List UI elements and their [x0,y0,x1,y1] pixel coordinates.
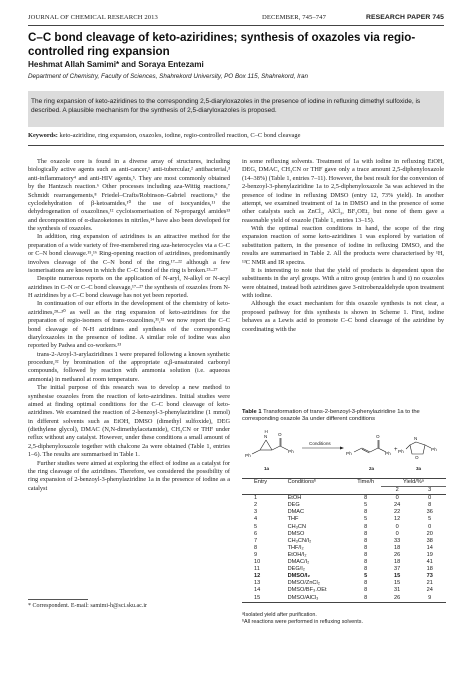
cell-entry: 4 [254,516,258,523]
table-row [242,495,446,503]
paragraph: The initial purpose of this research was to develop a new method to synthesise oxazoles from the reaction of keto-aziridines. Initial studies were aimed at finding optimal conditions for the C–C bond cleavage of keto-aziridines. We examined the reaction of 2-benzoyl-3-phenylaziridine (1 mmol) in different solvents such as EtOH, DMSO (dimethyl sulfoxide), DEG (diethylene glycol), DMAC (N,N-dimethylacetamide), CH₃CN or THF under reflux without any catalyst. However, under these conditions a small amount of 2,5-diphenyloxazole together with chalcone 2a were obtained (Table 1, entries 1–6). The results are summarised in Table 1. [28,384,230,459]
cell-time: 8 [364,580,368,587]
cell-conditions: DMSO/AlCl₃ [288,595,351,603]
cell-yield-3: 21 [426,580,433,587]
cell-yield-2: 24 [394,502,401,509]
cell-yield-3: 36 [426,509,433,516]
keywords-rule [28,145,444,146]
table-note: ᵃIsolated yield after purification. [242,612,317,618]
cell-yield-2: 18 [394,544,401,551]
table-caption-text: Transformation of trans-2-benzoyl-3-phenylaziridine 1a to the corresponding oxazole 3a under different conditions [242,409,420,423]
affiliation: Department of Chemistry, Faculty of Sciences, Shahrekord University, PO Box 115, Shahrekord, Iran [28,73,308,80]
issue-info: DECEMBER, 745–747 [262,14,326,21]
authors: Heshmat Allah Samimi* and Soraya Entezami [28,60,204,69]
cell-yield-2: 15 [394,580,401,587]
cell-conditions: CH₃CN/I₂ [287,537,312,544]
table-row [242,516,446,523]
paragraph: trans-2-Aroyl-3-arylaziridines 1 were prepared following a known synthetic procedure,³² by bromination of the appropriate α,β-unsaturated carbonyl compounds, followed by reaction with ammonia solution (i.e. aqueous ammonia) in methanol at room temperature. [28,350,230,383]
cell-yield-3: 14 [426,544,433,551]
cell-yield-2: 26 [394,551,401,558]
paragraph: In addition, ring expansion of aziridines is an attractive method for the preparation of a wide variety of five-membered ring aza-heterocycles via a C–C or C–N bond cleavage.¹⁵,¹⁶ Ring-opening reaction of aziridines, predominantly involves cleavage of the C–N bond of the ring,¹⁷–²² although a few isomerisations are known in which the C–C bond of the ring is broken.²³–²⁷ [28,233,230,274]
paper-label: RESEARCH PAPER 745 [366,14,444,21]
atom-label: H [264,429,268,434]
running-header [28,14,444,24]
cell-time: 8 [364,495,368,502]
cell-yield-3: 5 [428,516,432,523]
cell-entry: 13 [254,580,261,587]
abstract-text: The ring expansion of keto-aziridines to the corresponding 2,5-diaryloxazoles in the presence of iodine in refluxing dimethyl sulfoxide, is described. A plausible mechanism for the synthesis of 2,5-diaryloxazoles is proposed. [31,98,421,115]
paragraph: It is interesting to note that the yield of products is dependent upon the substituents in the aryl groups. With a nitro group (entries h and i) no oxazoles were obtained, instead both aziridines gave 3-nitrobenzaldehyde upon treatment with iodine. [242,266,444,299]
cell-entry: 9 [254,551,258,558]
cell-yield-3: 24 [426,587,433,594]
cell-entry: 1 [254,495,258,502]
cell-entry: 7 [254,537,258,544]
cell-yield-3: 38 [426,537,433,544]
table-row [242,559,446,566]
table-row [242,552,446,559]
compound-label: 3a [416,466,422,471]
paper-title [28,31,444,58]
cell-time: 8 [364,587,368,594]
cell-time: 8 [364,523,368,530]
cell-conditions: DMAC [287,509,305,516]
oxazole-structure [406,442,431,454]
cell-time: 8 [364,537,368,544]
table-row [242,524,446,531]
cell-yield-2: 0 [395,530,399,537]
atom-label: Ph [431,447,437,452]
cell-time: 8 [364,509,368,516]
column-header-entry: Entry [242,479,288,487]
header-rule [28,25,444,26]
cell-yield-2: 31 [394,587,401,594]
cell-conditions: DMSO/I₂ [287,573,310,580]
column-header-conditions: Conditionsᵇ [288,479,351,487]
cell-entry: 12 [254,573,261,580]
atom-label: Ph [385,451,391,456]
aziridine-structure [252,438,288,454]
cell-yield-3: 8 [428,502,432,509]
cell-conditions: THF/I₂ [287,544,304,551]
table-row [242,538,446,545]
cell-conditions: DMSO [287,530,305,537]
cell-yield-2: 33 [394,537,401,544]
body-column-left [28,158,230,493]
cell-yield-3: 18 [426,566,433,573]
cell-yield-3: 9 [413,595,446,603]
atom-label: N [264,434,268,439]
cell-time: 5 [364,502,368,509]
column-header-time: Time/h [350,479,380,487]
atom-label: Ph [346,451,352,456]
title-line-2: controlled ring expansion [28,44,170,58]
title-line-1: C–C bond cleavage of keto-aziridines; synthesis of oxazoles via regio- [28,31,416,44]
atom-label: Ph [245,453,251,458]
compound-label: 2a [369,466,375,471]
keywords-text: keto-aziridine, ring expansion, oxazoles, iodine, regio-controlled reaction, C–C bond cleavage [59,132,301,139]
table-row [242,580,446,587]
paragraph: In continuation of our efforts in the development of the chemistry of keto-aziridines,²⁸–³⁰ as well as the ring expansion of keto-aziridines for the preparation of regio-isomers of trans-oxazolines,³¹,³² we now report the C–C bond cleavage of N-H aziridines and synthesis of the corresponding diaryloxazoles in the presence of iodine. A similar role of iodine was also reported by Padwa and co-workers.³³ [28,300,230,350]
paragraph: Despite numerous reports on the application of N-aryl, N-alkyl or N-acyl aziridines in C–N or C–C bond cleavage,¹⁷–²⁷ the synthesis of oxazoles from N-H aziridines by a C–C bond cleavage has not yet been reported. [28,275,230,299]
atom-label: O [278,432,282,437]
column-header-product-2: 2 [381,487,414,495]
atom-label: O [415,455,419,460]
cell-time: 8 [350,595,380,603]
cell-entry: 3 [254,509,258,516]
cell-yield-3: 73 [426,573,433,580]
arrow-conditions-label: Conditions [309,441,331,446]
cell-time: 8 [364,566,368,573]
table-notes [242,612,363,626]
cell-entry: 11 [254,566,260,573]
paragraph: Although the exact mechanism for this oxazole synthesis is not clear, a proposed pathway for this synthesis is shown in Scheme 1. First, iodine behaves as a Lewis acid to promote C–C bond cleavage of the aziridine by coordinating with the [242,300,444,333]
cell-yield-3: 0 [428,523,432,530]
table-row [242,595,446,603]
atom-label: N [414,436,418,441]
cell-yield-3: 41 [426,559,433,566]
cell-entry: 10 [254,559,261,566]
cell-yield-2: 12 [394,516,401,523]
table-row [242,509,446,516]
body-column-right [242,158,444,334]
cell-entry: 15 [242,595,288,603]
compound-label: 1a [264,466,270,471]
plus-sign: + [394,447,398,453]
chalcone-structure [354,440,386,453]
cell-conditions: CH₃CN [287,523,306,530]
results-table [242,478,446,603]
cell-time: 8 [364,530,368,537]
cell-time: 8 [364,544,368,551]
table-row [242,545,446,552]
column-header-product-3: 3 [413,487,446,495]
table-row [242,587,446,594]
cell-conditions: THF [287,516,299,523]
paragraph: The oxazole core is found in a diverse array of structures, including biologically active agents such as anti-cancer,¹ anti-tubercular,² antibacterial,³ anti-inflammatory⁴ and anti-HIV agents,⁵. They are most commonly obtained by the Hantzsch reaction.⁶ Other processes including aza-Wittig reactions,⁷ Schmidt rearrangements,⁸ Friedel–Crafts/Robinson–Gabriel reactions,⁹ the cyclodehydration of β-ketoamides,¹⁰ the use of isocyanides,¹¹ the dehydrogenation of oxazolines,¹² cycloisomerisation of N-propargyl amides¹³ and decomposition of α-diazoketones in nitriles,¹⁴ have also been developed for the synthesis of oxazoles. [28,158,230,232]
cell-yield-2: 18 [394,559,401,566]
atom-label: O [376,434,380,439]
table-note: ᵇAll reactions were performed in refluxing solvents. [242,619,363,626]
cell-conditions: DMAC/I₂ [287,559,310,566]
cell-yield-2: 26 [381,595,414,603]
keywords-label: Keywords: [28,132,58,139]
cell-yield-3: 19 [426,551,433,558]
cell-yield-2: 0 [395,523,399,530]
cell-yield-2: 22 [394,509,401,516]
cell-yield-2: 15 [394,573,401,580]
table-caption-label: Table 1 [242,409,262,415]
cell-entry: 2 [254,502,258,509]
cell-entry: 8 [254,544,258,551]
cell-yield-2: 37 [394,566,401,573]
cell-conditions: DMSO/ZnCl₂ [287,580,320,587]
atom-label: Ph [398,449,404,454]
arrow-head [340,447,344,450]
cell-conditions: DEG/I₂ [287,566,305,573]
correspondent-footnote: * Correspondent. E-mail: samimi-h@sci.sku.ac.ir [28,603,148,609]
paragraph: Further studies were aimed at exploring the effect of iodine as a catalyst for the ring cleavage of the aziridines. Therefore, we considered the possibility of ring expansion of 2-benzoyl-3-phenylaziridine 1a in the presence of iodine as a catalyst [28,459,230,492]
table-row [242,573,446,580]
paragraph: in some refluxing solvents. Treatment of 1a with iodine in refluxing EtOH, DEG, DMAC, CH₃CN or THF gave only a trace amount 2,5-diphenyloxazole (14–38%) (Table 1, entries 7–11). However, the best result for the conversion of 2-benzoyl-3-phenylaziridine 1a to 2,5-diphenyloxazole 3a was achieved in the presence of iodine in refluxing DMSO (entry 12, 73% yield). In another attempt, we examined treatment of 1a in DMSO and in the presence of some other catalysts such as ZnCl₂, AlCl₃, BF₃OEt₂ but none of them gave a reasonable yield of oxazole (Table 1, entries 13–15). [242,158,444,224]
journal-name: JOURNAL OF CHEMICAL RESEARCH 2013 [28,14,158,21]
cell-entry: 6 [254,530,258,537]
cell-conditions: EtOH [287,495,302,502]
cell-time: 8 [364,559,368,566]
keywords [28,132,444,139]
cell-yield-3: 20 [426,530,433,537]
table-row [242,502,446,509]
cell-time: 8 [364,551,368,558]
cell-conditions: DEG [287,502,300,509]
footnote-rule [28,599,88,600]
table-row [242,566,446,573]
column-header-yield: Yield/%ᵃ [381,479,446,487]
atom-label: Ph [288,449,294,454]
cell-entry: 14 [254,587,261,594]
abstract-box [28,91,444,127]
cell-conditions: DMSO/BF₃.OEt [287,587,327,594]
table-caption [242,409,446,423]
cell-yield-2: 0 [395,495,399,502]
reaction-scheme [242,426,446,474]
cell-yield-3: 0 [428,495,432,502]
table-row [242,531,446,538]
paragraph: With the optimal reaction conditions in hand, the scope of the ring expansion reaction of some keto-aziridines 1 was explored by variation of substitution pattern, in the presence of iodine in refluxing DMSO, and the results are summarised in Table 2. All the products were characterised by ¹H, ¹³C NMR and IR spectra. [242,225,444,266]
cell-time: 5 [364,516,368,523]
cell-conditions: EtOH/I₂ [287,551,307,558]
cell-time: 5 [364,573,368,580]
cell-entry: 5 [254,523,258,530]
